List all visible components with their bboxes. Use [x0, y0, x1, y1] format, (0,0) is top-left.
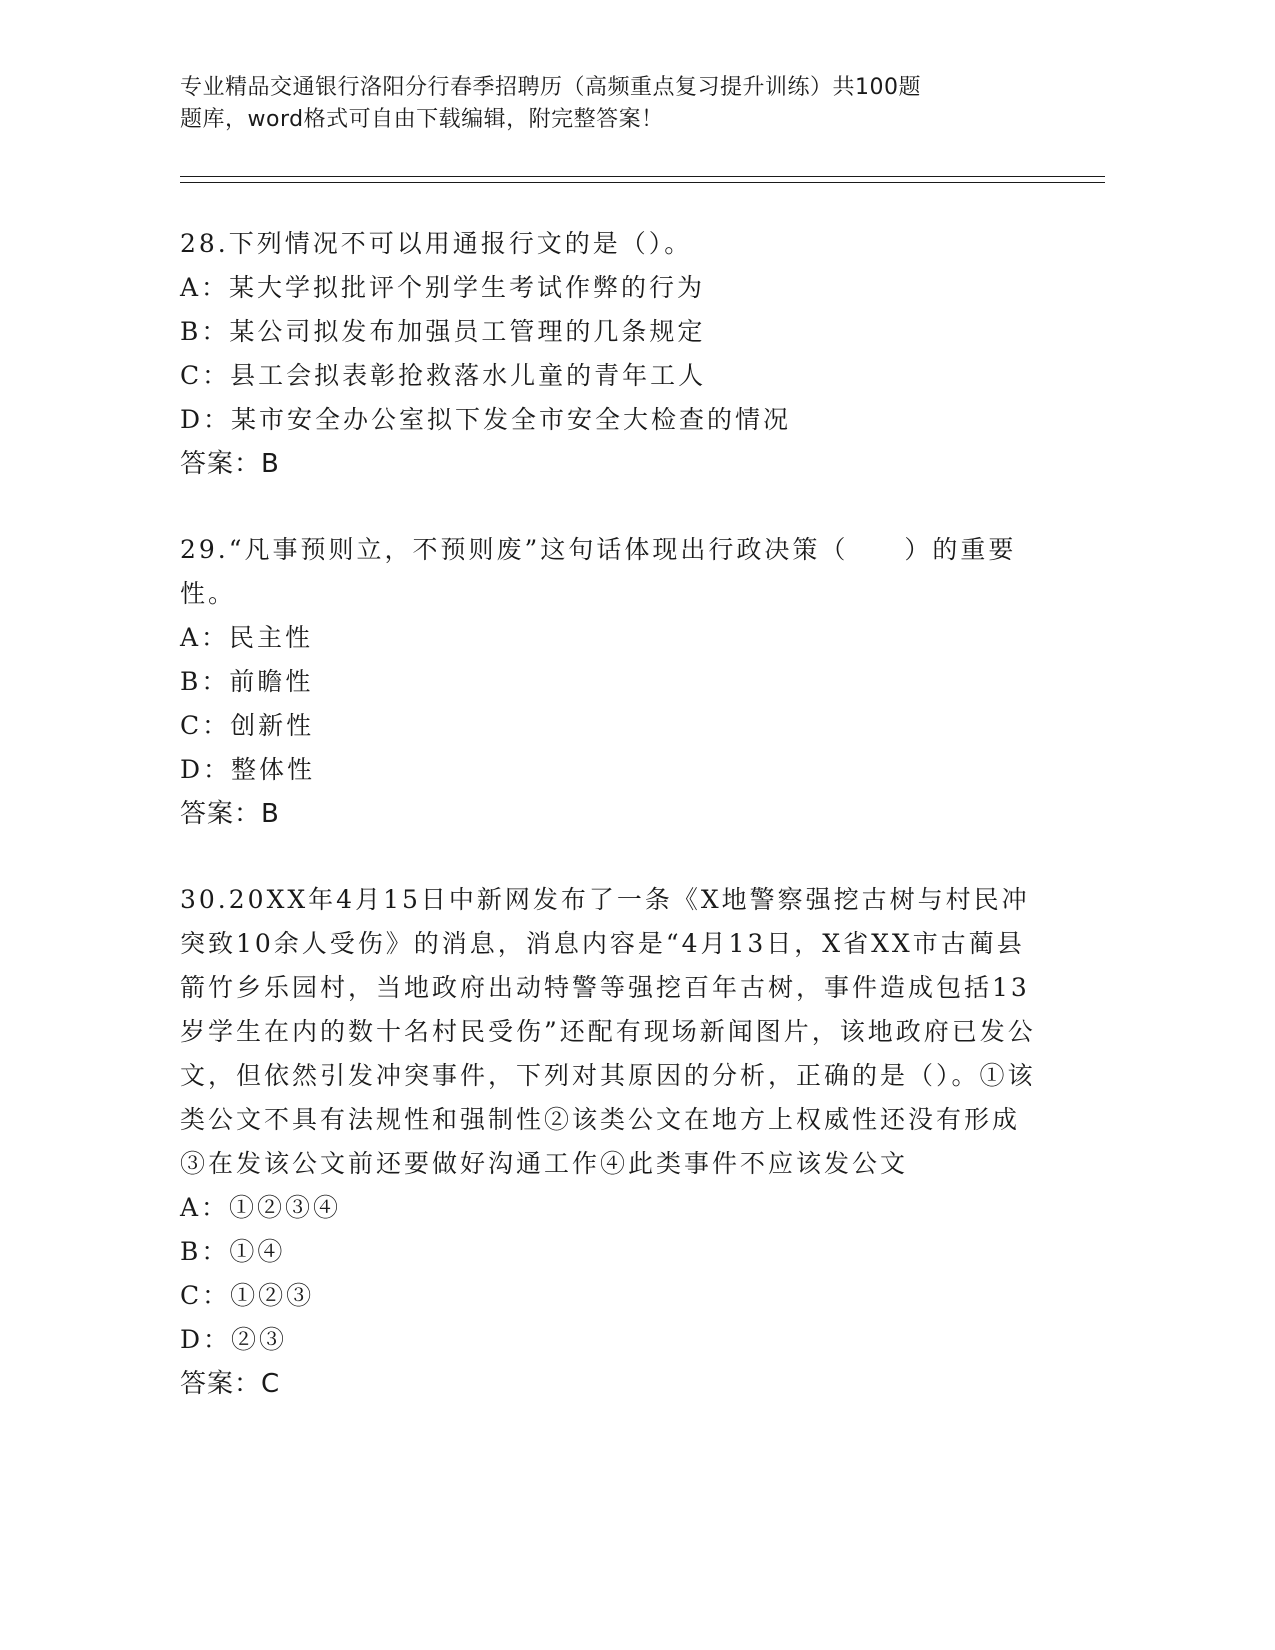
- option-a: A：民主性: [180, 623, 314, 652]
- option-b: B：某公司拟发布加强员工管理的几条规定: [180, 317, 706, 346]
- question-list: [180, 222, 1040, 1448]
- option-c: C：创新性: [180, 711, 315, 740]
- header-line-2: 题库，word格式可自由下载编辑，附完整答案！: [180, 107, 664, 132]
- question-stem: 30.20XX年4月15日中新网发布了一条《X地警察强挖古树与村民冲突致10余人受伤》的消息，消息内容是“4月13日，X省XX市古蔺县箭竹乡乐园村，当地政府出动特警等强挖百年古树，事件造成包括13岁学生在内的数十名村民受伤”还配有现场新闻图片，该地政府已发公文，但依然引发冲突事件，下列对其原因的分析，正确的是（）。①该类公文不具有法规性和强制性②该类公文在地方上权威性还没有形成③在发该公文前还要做好沟通工作④此类事件不应该发公文: [180, 885, 1036, 1178]
- answer-line: 答案：C: [180, 1369, 281, 1399]
- document-header: [180, 72, 1000, 136]
- option-d: D：某市安全办公室拟下发全市安全大检查的情况: [180, 405, 792, 434]
- option-c: C：①②③: [180, 1281, 315, 1310]
- answer-line: 答案：B: [180, 799, 280, 829]
- option-a: A：①②③④: [180, 1193, 342, 1222]
- header-line-1: 专业精品交通银行洛阳分行春季招聘历（高频重点复习提升训练）共100题: [180, 75, 921, 100]
- question-30: [180, 878, 1040, 1406]
- answer-line: 答案：B: [180, 449, 280, 479]
- option-b: B：①④: [180, 1237, 286, 1266]
- question-28: [180, 222, 1040, 486]
- option-d: D：②③: [180, 1325, 288, 1354]
- question-stem: 28.下列情况不可以用通报行文的是（）。: [180, 229, 693, 258]
- question-stem: 29.“凡事预则立，不预则废”这句话体现出行政决策（ ）的重要性。: [180, 535, 1017, 608]
- option-a: A：某大学拟批评个别学生考试作弊的行为: [180, 273, 706, 302]
- option-c: C：县工会拟表彰抢救落水儿童的青年工人: [180, 361, 707, 390]
- option-b: B：前瞻性: [180, 667, 314, 696]
- header-divider: [180, 176, 1105, 183]
- question-29: [180, 528, 1040, 836]
- option-d: D：整体性: [180, 755, 316, 784]
